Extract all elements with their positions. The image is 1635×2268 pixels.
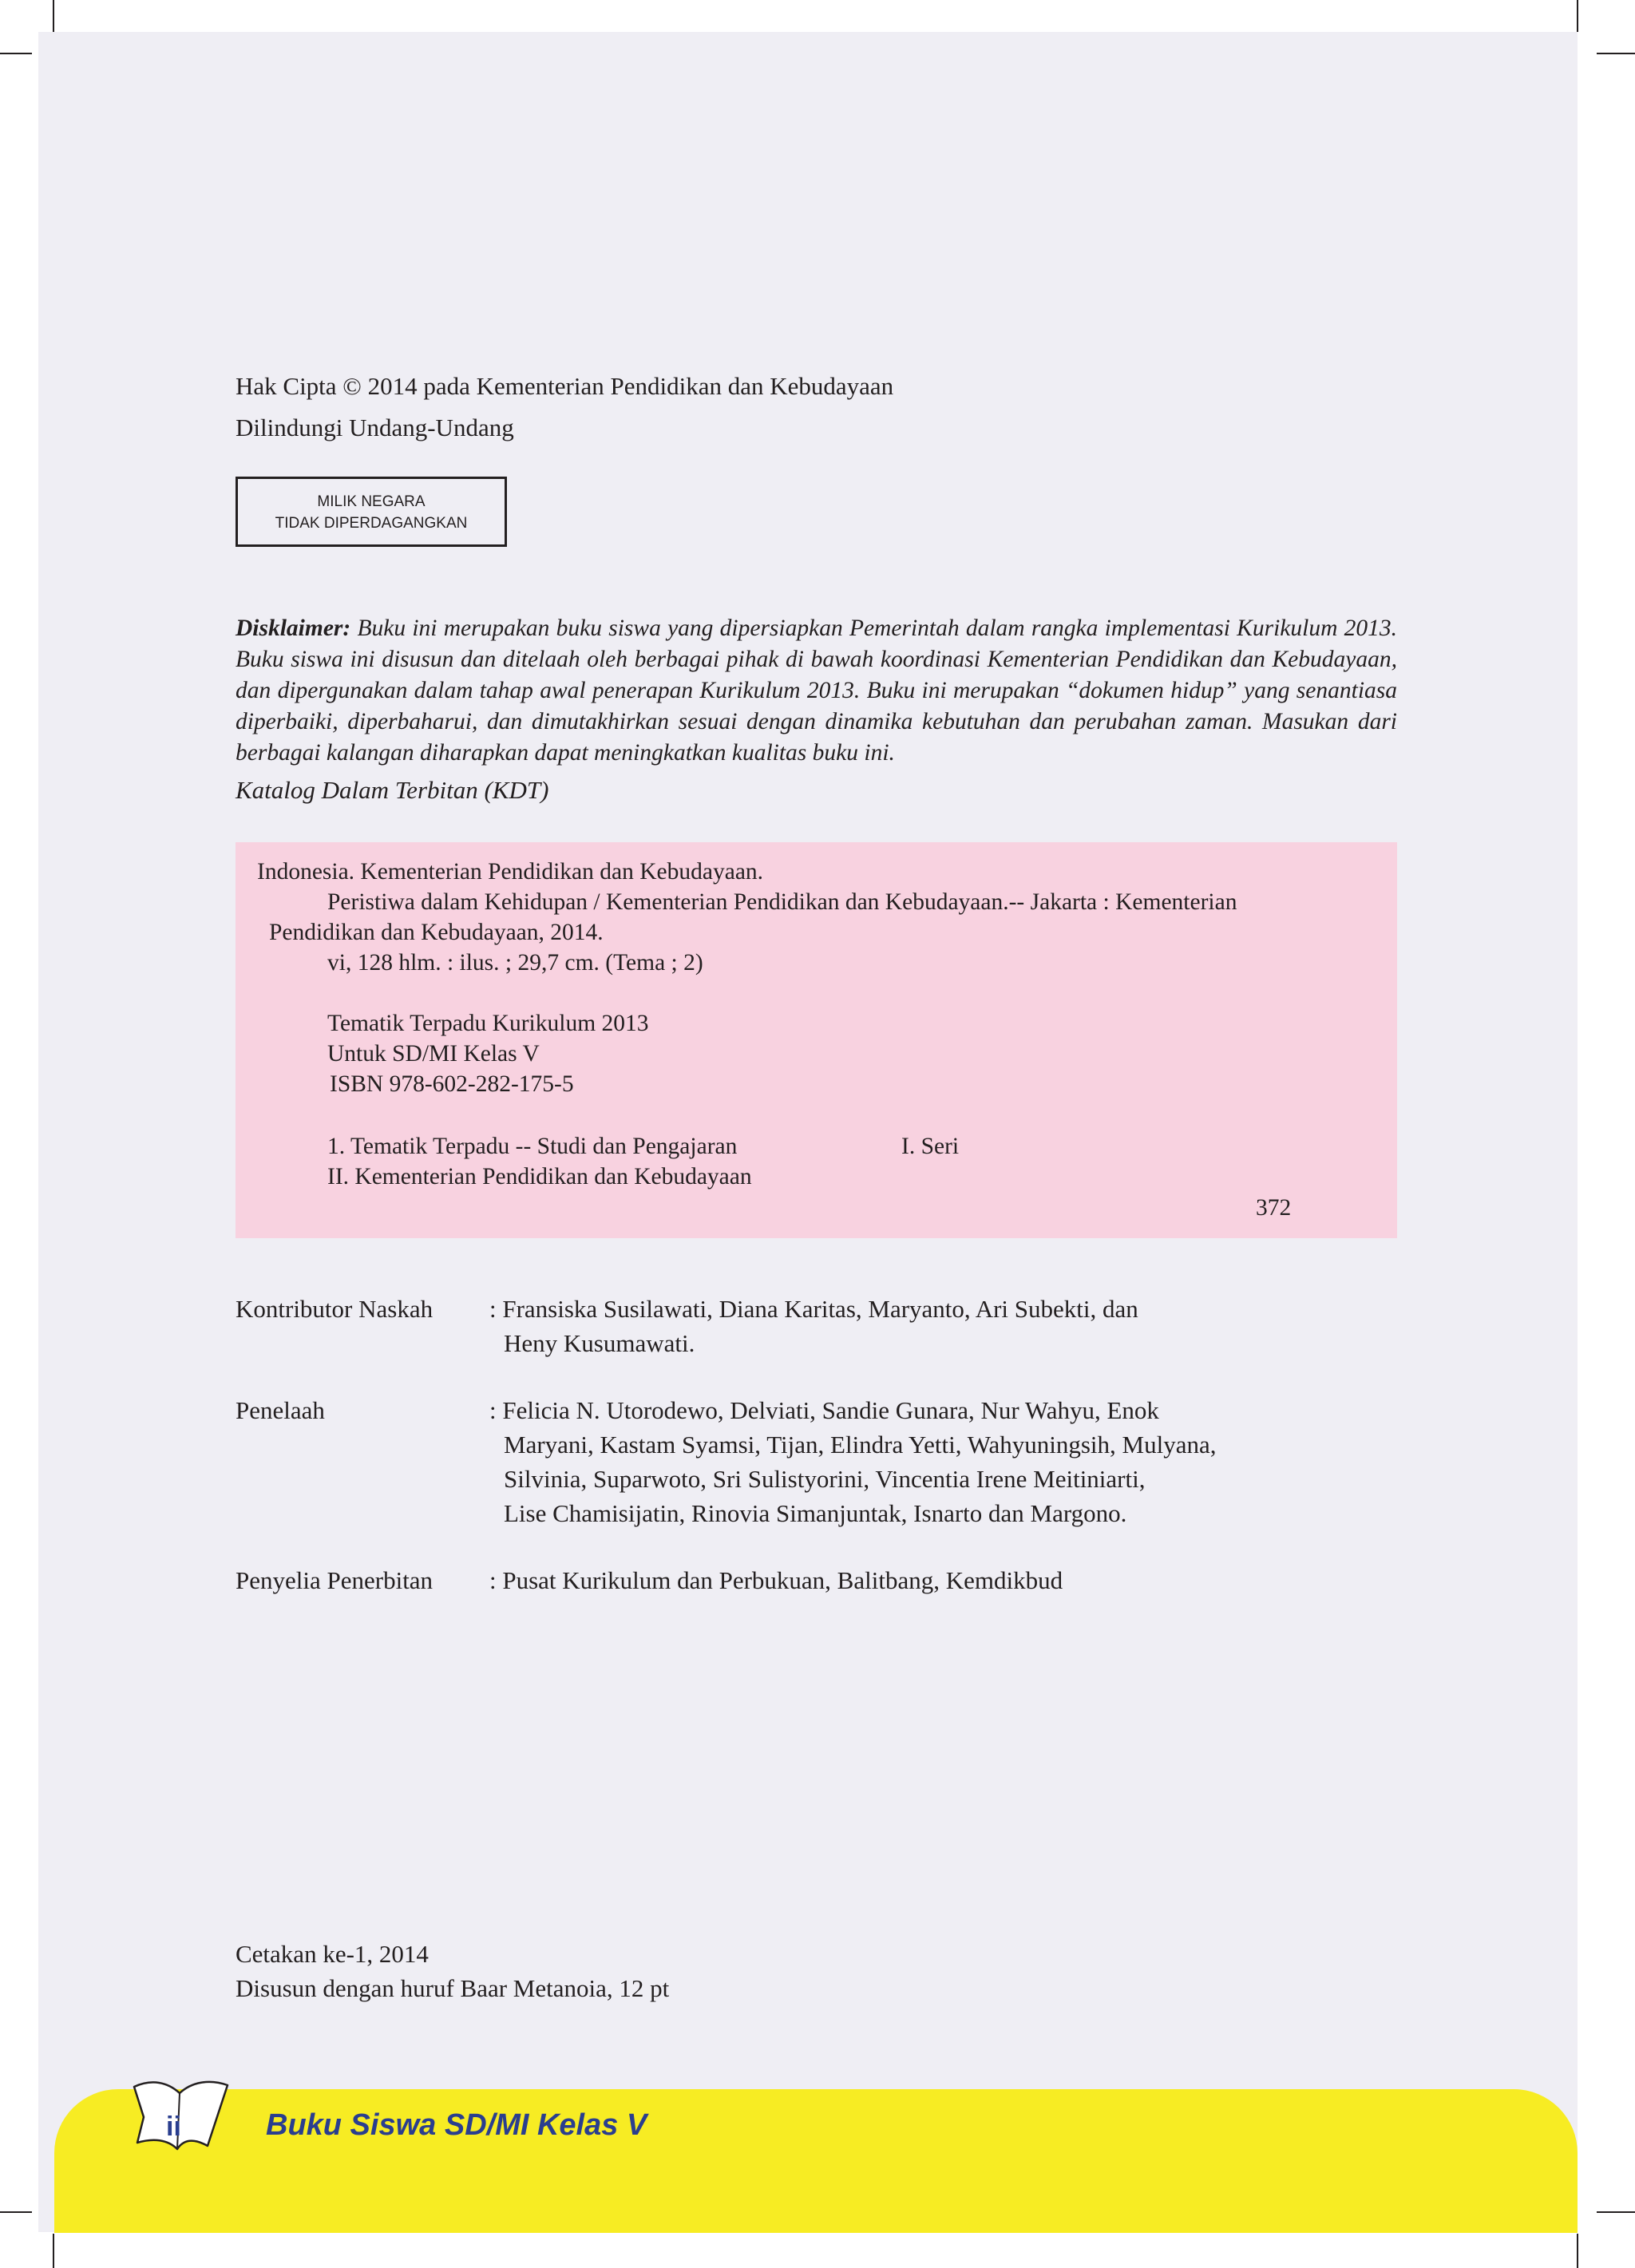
crop-mark: [0, 2211, 32, 2213]
disclaimer-text: Buku ini merupakan buku siswa yang dipersiapkan Pemerintah dalam rangka implementasi Kurikulum 2013. Buku siswa ini disusun dan ditelaah oleh berbagai pihak di bawah koordinasi Kementerian Pendidikan dan Kebudayaan, dan dipergunakan dalam tahap awal penerapan Kurikulum 2013. Buku ini merupakan “dokumen hidup” yang senantiasa diperbaiki, diperbaharui, dan dimutakhirkan sesuai dengan dinamika kebutuhan dan perubahan zaman. Masukan dari berbagai kalangan diharapkan dapat meningkatkan kualitas buku ini.: [236, 615, 1397, 766]
kdt-classification: 372: [1256, 1195, 1292, 1221]
credit-label: Kontributor Naskah: [236, 1295, 433, 1323]
crop-mark: [1577, 0, 1578, 32]
disclaimer-label: Disklaimer:: [236, 615, 351, 641]
kdt-line: Untuk SD/MI Kelas V: [327, 1041, 540, 1067]
kdt-box: [236, 842, 1397, 1238]
crop-mark: [1597, 2211, 1635, 2213]
kdt-line: Tematik Terpadu Kurikulum 2013: [327, 1011, 649, 1036]
kdt-line: vi, 128 hlm. : ilus. ; 29,7 cm. (Tema ; 2): [327, 950, 703, 976]
copyright-line: Hak Cipta © 2014 pada Kementerian Pendidikan dan Kebudayaan: [236, 372, 894, 400]
kdt-line: I. Seri: [901, 1134, 960, 1159]
credit-value: : Fransiska Susilawati, Diana Karitas, Maryanto, Ari Subekti, dan: [489, 1295, 1138, 1323]
kdt-line: Pendidikan dan Kebudayaan, 2014.: [269, 920, 604, 945]
credit-value: Lise Chamisijatin, Rinovia Simanjuntak, Isnarto dan Margono.: [504, 1499, 1127, 1527]
crop-mark: [1577, 2234, 1578, 2268]
page-number: ii: [166, 2112, 181, 2142]
credit-label: Penelaah: [236, 1396, 325, 1424]
kdt-title: Katalog Dalam Terbitan (KDT): [236, 776, 549, 804]
kdt-line: ISBN 978-602-282-175-5: [330, 1071, 574, 1097]
stamp-line-2: TIDAK DIPERDAGANGKAN: [275, 515, 468, 532]
credit-value: Silvinia, Suparwoto, Sri Sulistyorini, Vincentia Irene Meitiniarti,: [504, 1465, 1146, 1493]
credit-label: Penyelia Penerbitan: [236, 1566, 433, 1594]
state-property-stamp: [236, 477, 507, 547]
credit-value: : Pusat Kurikulum dan Perbukuan, Balitbang, Kemdikbud: [489, 1566, 1063, 1594]
crop-mark: [1597, 53, 1635, 54]
stamp-line-1: MILIK NEGARA: [317, 493, 426, 510]
crop-mark: [53, 2234, 54, 2268]
credit-value: Heny Kusumawati.: [504, 1329, 695, 1357]
kdt-line: II. Kementerian Pendidikan dan Kebudayaan: [327, 1164, 752, 1189]
credit-value: Maryani, Kastam Syamsi, Tijan, Elindra Yetti, Wahyuningsih, Mulyana,: [504, 1431, 1217, 1459]
protected-line: Dilindungi Undang-Undang: [236, 414, 514, 441]
credit-value: : Felicia N. Utorodewo, Delviati, Sandie Gunara, Nur Wahyu, Enok: [489, 1396, 1159, 1424]
kdt-line: 1. Tematik Terpadu -- Studi dan Pengajaran: [327, 1134, 738, 1159]
crop-mark: [0, 53, 32, 54]
crop-mark: [53, 0, 54, 32]
printing-edition: Cetakan ke-1, 2014: [236, 1940, 429, 1968]
book-title: Buku Siswa SD/MI Kelas V: [266, 2108, 647, 2142]
kdt-line: Indonesia. Kementerian Pendidikan dan Kebudayaan.: [257, 859, 764, 885]
kdt-line: Peristiwa dalam Kehidupan / Kementerian Pendidikan dan Kebudayaan.-- Jakarta : Kementerian: [327, 889, 1237, 915]
disclaimer-paragraph: [236, 613, 1397, 769]
typeface-note: Disusun dengan huruf Baar Metanoia, 12 pt: [236, 1974, 670, 2002]
